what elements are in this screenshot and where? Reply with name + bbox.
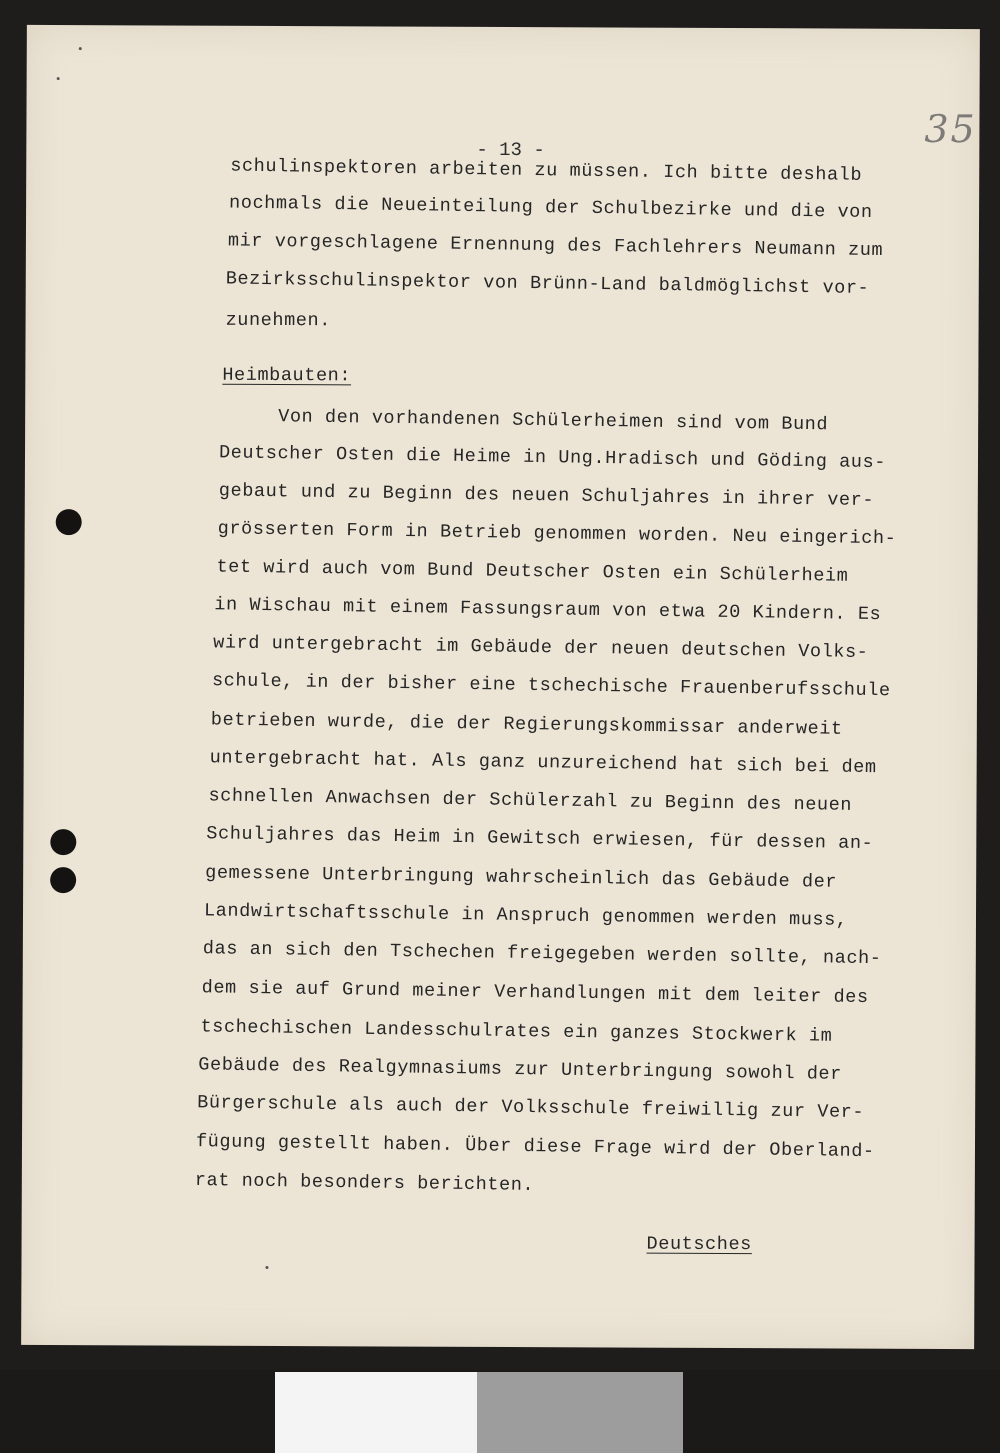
paper-speck — [57, 77, 60, 80]
text-line: nochmals die Neueinteilung der Schulbezirke und die von — [228, 192, 873, 223]
text-line: Deutscher Osten die Heime in Ung.Hradisch und Göding aus- — [218, 442, 887, 474]
document-page — [21, 25, 980, 1349]
text-line: wird untergebracht im Gebäude der neuen deutschen Volks- — [213, 632, 869, 664]
text-line: mir vorgeschlagene Ernennung des Fachlehrers Neumann zum — [227, 230, 884, 262]
text-line: Bezirksschulinspektor von Brünn-Land baldmöglichst vor- — [225, 268, 870, 299]
paper-speck — [79, 47, 82, 50]
text-line: zunehmen. — [225, 309, 331, 332]
punch-hole — [50, 829, 76, 855]
page-number: - 13 - — [476, 138, 545, 162]
text-line: dem sie auf Grund meiner Verhandlungen mit dem leiter des — [201, 977, 869, 1009]
text-line: in Wischau mit einem Fassungsraum von etwa 20 Kindern. Es — [214, 594, 882, 626]
text-line: untergebracht hat. Als ganz unzureichend hat sich bei dem — [209, 747, 877, 779]
text-line: gemessene Unterbringung wahrscheinlich das Gebäude der — [205, 862, 838, 893]
paper-speck — [265, 1266, 268, 1269]
text-line: schulinspektoren arbeiten zu müssen. Ich bitte deshalb — [230, 155, 863, 186]
gray-calibration-card — [477, 1372, 683, 1453]
punch-hole — [56, 509, 82, 535]
text-line: schule, in der bisher eine tschechische Frauenberufsschule — [211, 670, 891, 702]
text-line: Schuljahres das Heim in Gewitsch erwiesen, für dessen an- — [206, 823, 874, 855]
text-line: Von den vorhandenen Schülerheimen sind vom Bund — [278, 406, 829, 436]
text-line: schnellen Anwachsen der Schülerzahl zu Beginn des neuen — [208, 785, 853, 816]
text-line: tschechischen Landesschulrates ein ganzes Stockwerk im — [200, 1016, 833, 1047]
text-line: gebaut und zu Beginn des neuen Schuljahres in ihrer ver- — [218, 480, 875, 512]
text-line: grösserten Form in Betrieb genommen worden. Neu eingerich- — [217, 518, 897, 550]
text-line: tet wird auch vom Bund Deutscher Osten ein Schülerheim — [216, 556, 849, 587]
section-heading: Heimbauten: — [222, 364, 352, 387]
text-line: fügung gestellt haben. Über diese Frage wird der Oberland- — [195, 1131, 875, 1163]
text-line: Gebäude des Realgymnasiums zur Unterbringung sowohl der — [198, 1054, 843, 1085]
archive-number: 35 — [924, 106, 977, 152]
text-line: Bürgerschule als auch der Volksschule freiwillig zur Ver- — [197, 1092, 865, 1124]
text-line: rat noch besonders berichten. — [194, 1169, 535, 1196]
text-line: Landwirtschaftsschule in Anspruch genommen werden muss, — [203, 900, 848, 931]
catchword: Deutsches — [646, 1233, 752, 1256]
text-line: betrieben wurde, die der Regierungskommissar anderweit — [210, 709, 843, 740]
text-line: das an sich den Tschechen freigegeben werden sollte, nach- — [202, 938, 882, 970]
white-calibration-card — [275, 1372, 477, 1453]
punch-hole — [50, 867, 76, 893]
